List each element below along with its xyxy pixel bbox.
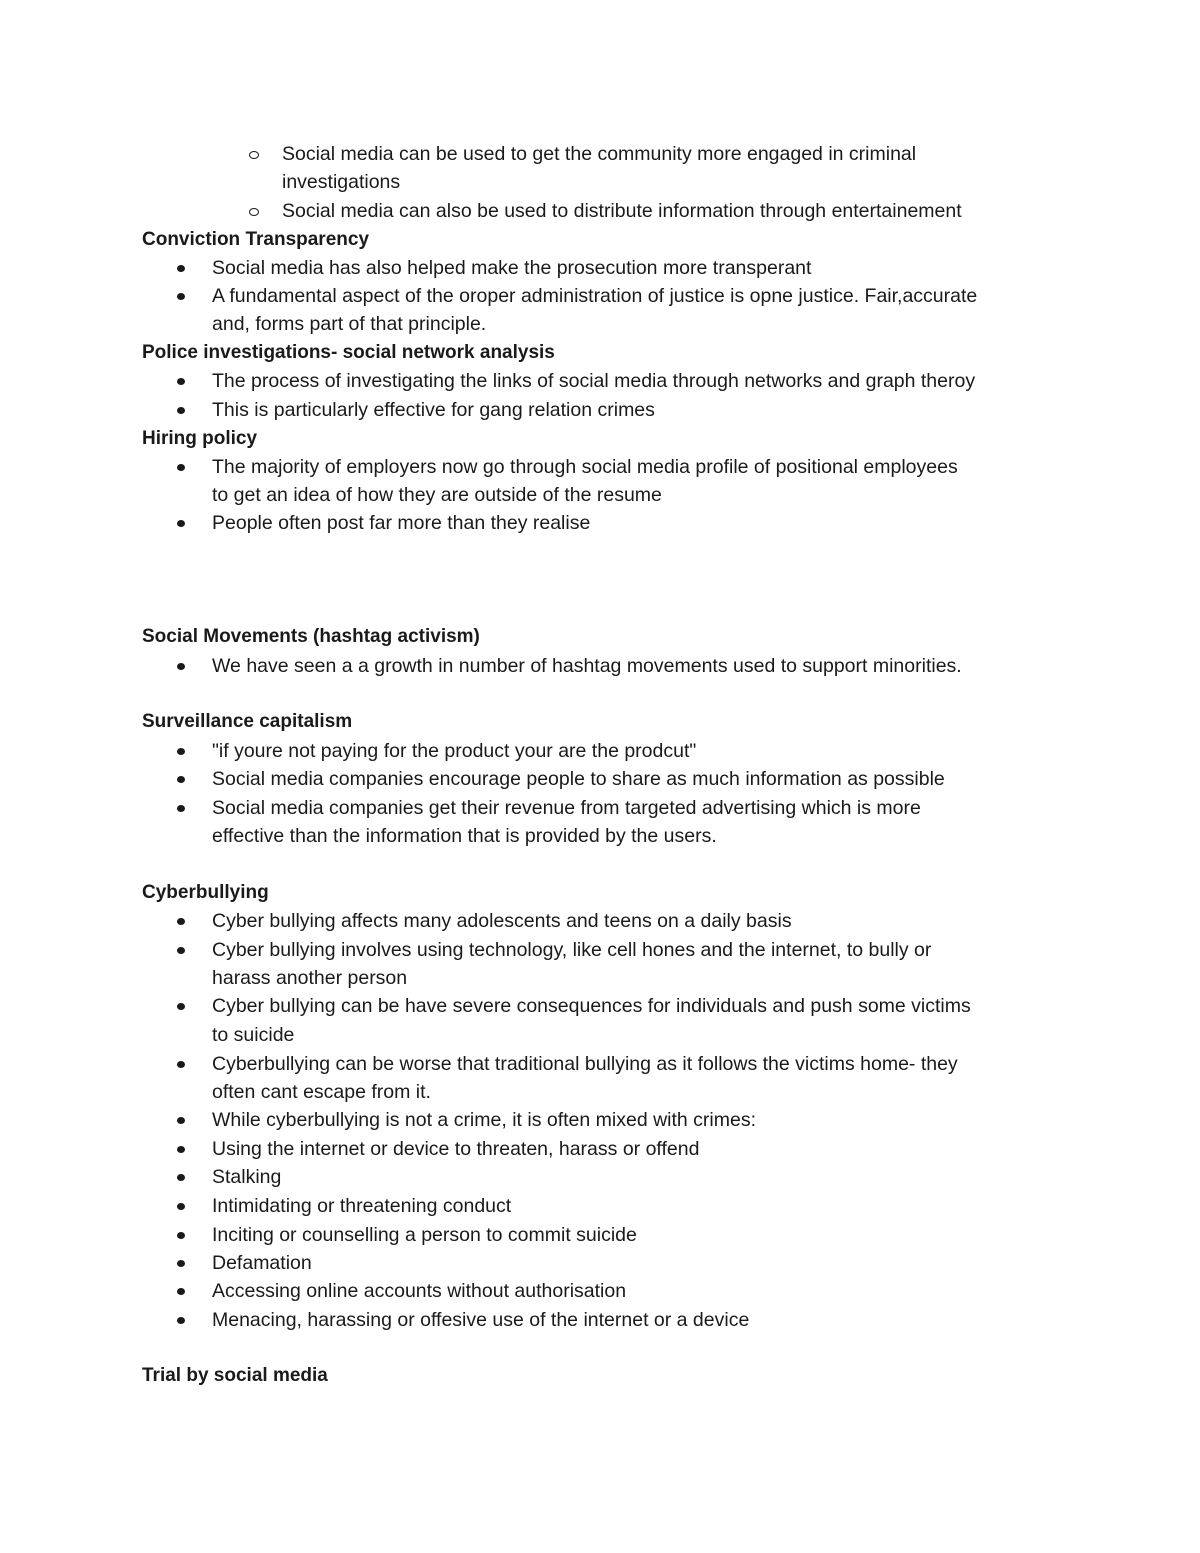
list-item: The majority of employers now go through social media profile of positional employees (212, 456, 958, 478)
list-item: Cyber bullying can be have severe consequences for individuals and push some victims (212, 995, 971, 1017)
circle-bullet-icon (249, 208, 259, 216)
list-item: Menacing, harassing or offesive use of the internet or a device (212, 1309, 750, 1331)
bullet-icon (177, 1317, 185, 1324)
sub-list-item: Social media can also be used to distribute information through entertainement (282, 200, 962, 222)
bullet-icon (177, 1061, 185, 1068)
list-item-continuation: to suicide (212, 1024, 295, 1046)
list-item: Stalking (212, 1166, 282, 1188)
section-heading: Police investigations- social network analysis (142, 342, 555, 363)
section-heading: Cyberbullying (142, 882, 269, 903)
list-item: This is particularly effective for gang relation crimes (212, 399, 655, 421)
bullet-icon (177, 1003, 185, 1010)
sub-list-item-continuation: investigations (282, 171, 401, 193)
list-item: Cyberbullying can be worse that traditional bullying as it follows the victims home- they (212, 1053, 958, 1075)
bullet-icon (177, 663, 185, 670)
section-heading: Conviction Transparency (142, 229, 370, 250)
list-item: "if youre not paying for the product your are the prodcut" (212, 740, 697, 762)
list-item: Using the internet or device to threaten, harass or offend (212, 1138, 700, 1160)
section-heading: Trial by social media (142, 1365, 328, 1386)
bullet-icon (177, 265, 185, 272)
bullet-icon (177, 1174, 185, 1181)
bullet-icon (177, 1232, 185, 1239)
bullet-icon (177, 1117, 185, 1124)
list-item: A fundamental aspect of the oroper administration of justice is opne justice. Fair,accurate (212, 285, 978, 307)
list-item: We have seen a a growth in number of hashtag movements used to support minorities. (212, 655, 962, 677)
list-item: Intimidating or threatening conduct (212, 1195, 512, 1217)
sub-list-item: Social media can be used to get the community more engaged in criminal (282, 143, 917, 165)
bullet-icon (177, 1288, 185, 1295)
list-item: Inciting or counselling a person to commit suicide (212, 1224, 637, 1246)
bullet-icon (177, 748, 185, 755)
bullet-icon (177, 1260, 185, 1267)
list-item-continuation: to get an idea of how they are outside of the resume (212, 484, 662, 506)
bullet-icon (177, 520, 185, 527)
list-item: Social media companies get their revenue from targeted advertising which is more (212, 797, 921, 819)
list-item: Defamation (212, 1252, 312, 1274)
bullet-icon (177, 805, 185, 812)
section-heading: Surveillance capitalism (142, 711, 353, 732)
list-item: Social media companies encourage people to share as much information as possible (212, 768, 945, 790)
bullet-icon (177, 776, 185, 783)
bullet-icon (177, 378, 185, 385)
bullet-icon (177, 464, 185, 471)
list-item-continuation: often cant escape from it. (212, 1081, 431, 1103)
bullet-icon (177, 918, 185, 925)
bullet-icon (177, 293, 185, 300)
bullet-icon (177, 407, 185, 414)
bullet-icon (177, 1203, 185, 1210)
bullet-icon (177, 1146, 185, 1153)
list-item: While cyberbullying is not a crime, it is often mixed with crimes: (212, 1109, 757, 1131)
list-item: Cyber bullying involves using technology, like cell hones and the internet, to bully or (212, 939, 932, 961)
circle-bullet-icon (249, 151, 259, 159)
list-item-continuation: harass another person (212, 967, 408, 989)
list-item: Cyber bullying affects many adolescents and teens on a daily basis (212, 910, 792, 932)
list-item-continuation: and, forms part of that principle. (212, 313, 487, 335)
list-item: The process of investigating the links of social media through networks and graph theroy (212, 370, 976, 392)
list-item: Accessing online accounts without authorisation (212, 1280, 627, 1302)
list-item-continuation: effective than the information that is provided by the users. (212, 825, 717, 847)
bullet-icon (177, 947, 185, 954)
list-item: People often post far more than they realise (212, 512, 591, 534)
section-heading: Hiring policy (142, 428, 258, 449)
list-item: Social media has also helped make the prosecution more transperant (212, 257, 812, 279)
section-heading: Social Movements (hashtag activism) (142, 626, 480, 647)
